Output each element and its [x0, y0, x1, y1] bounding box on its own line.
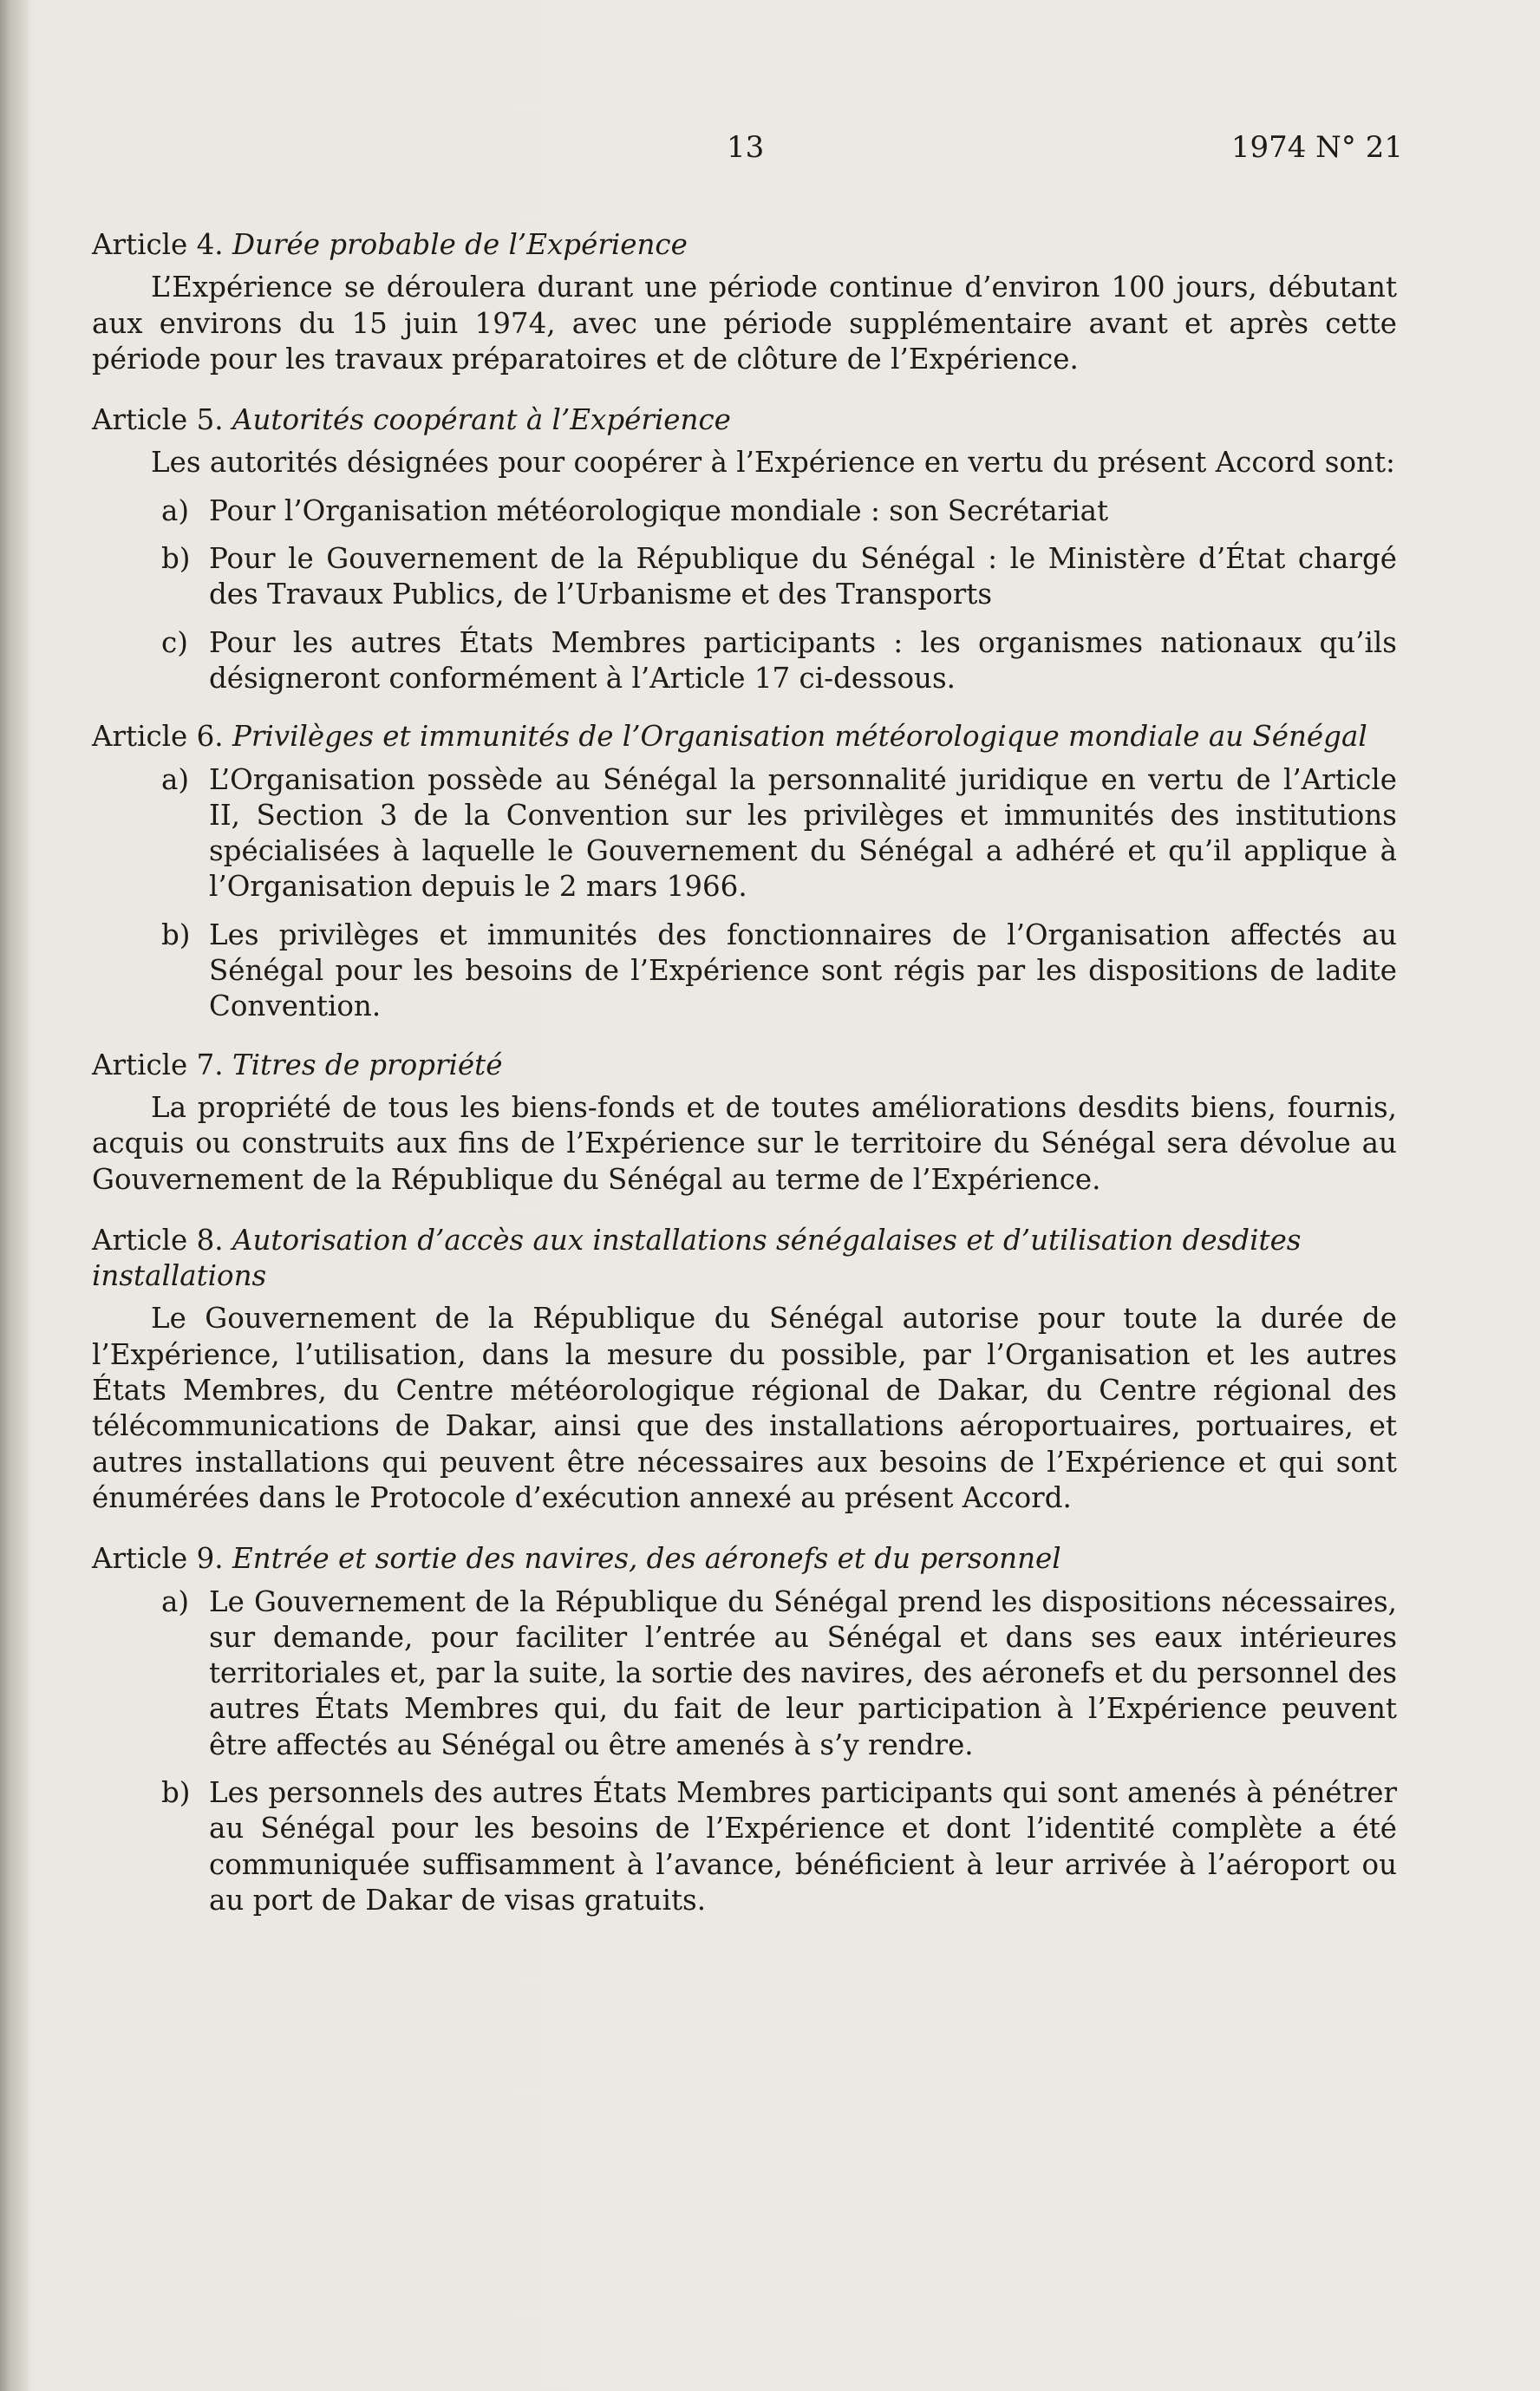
article-title: Autorités coopérant à l’Expérience	[232, 403, 731, 437]
article-paragraph: Les autorités désignées pour coopérer à l’Expérience en vertu du présent Accord sont:	[151, 446, 1395, 480]
item-label: b)	[161, 918, 191, 951]
article-items	[92, 493, 1397, 696]
list-item	[92, 625, 1397, 697]
list-item	[92, 541, 1397, 613]
article-paragraph: L’Expérience se déroulera durant une période continue d’environ 100 jours, débutant aux environs du 15 juin 1974, avec une période supplémentaire avant et après cette période pour les travaux préparatoires et de clôture de l’Expérience.	[92, 271, 1397, 376]
article-5	[92, 402, 1397, 696]
article-paragraph: Le Gouvernement de la République du Sénégal autorise pour toute la durée de l’Expérience, l’utilisation, dans la mesure du possible, par l’Organisation et les autres États Membres, du Centre météorologique régional de Dakar, du Centre régional des télécommunications de Dakar, ainsi que des installations aéroportuaires, portuaires, et autres installations qui peuvent être nécessaires aux besoins de l’Expérience et qui sont énumérées dans le Protocole d’exécution annexé au présent Accord.	[92, 1302, 1397, 1514]
article-title: Autorisation d’accès aux installations sénégalaises et d’utilisation desdites installations	[92, 1223, 1302, 1293]
item-label: b)	[161, 542, 191, 576]
page-header	[0, 130, 1540, 173]
article-7	[92, 1048, 1397, 1198]
article-8	[92, 1223, 1397, 1516]
article-title: Privilèges et immunités de l’Organisation météorologique mondiale au Sénégal	[232, 720, 1367, 754]
page-number: 13	[727, 130, 765, 165]
article-heading	[92, 1223, 1397, 1295]
article-heading	[92, 1541, 1397, 1577]
item-label: a)	[161, 1584, 190, 1618]
article-items	[92, 762, 1397, 1025]
article-number: Article 7.	[92, 1048, 224, 1081]
list-item	[92, 1775, 1397, 1918]
article-number: Article 4.	[92, 228, 224, 261]
article-number: Article 9.	[92, 1542, 224, 1576]
article-heading	[92, 227, 1397, 263]
article-title: Titres de propriété	[232, 1048, 503, 1081]
item-label: b)	[161, 1775, 191, 1809]
item-text: L’Organisation possède au Sénégal la personnalité juridique en vertu de l’Article II, Section 3 de la Convention sur les privilèges et immunités des institutions spécialisées à laquelle le Gouvernement du Sénégal a adhéré et qu’il applique à l’Organisation depuis le 2 mars 1966.	[209, 762, 1397, 904]
article-4	[92, 227, 1397, 377]
article-items	[92, 1584, 1397, 1919]
article-6	[92, 719, 1397, 1024]
list-item	[92, 1584, 1397, 1763]
list-item	[92, 918, 1397, 1025]
book-spine-shadow	[0, 0, 29, 2391]
article-heading	[92, 719, 1397, 755]
article-title: Entrée et sortie des navires, des aéronefs et du personnel	[232, 1542, 1061, 1576]
article-title: Durée probable de l’Expérience	[232, 228, 688, 261]
article-9	[92, 1541, 1397, 1918]
item-text: Pour l’Organisation météorologique mondiale : son Secrétariat	[209, 493, 1109, 527]
item-text: Pour le Gouvernement de la République du Sénégal : le Ministère d’État chargé des Travaux Publics, de l’Urbanisme et des Transports	[209, 542, 1397, 611]
item-text: Le Gouvernement de la République du Sénégal prend les dispositions nécessaires, sur demande, pour faciliter l’entrée au Sénégal et dans ses eaux intérieures territoriales et, par la suite, la sortie des navires, des aéronefs et du personnel des autres États Membres qui, du fait de leur participation à l’Expérience peuvent être affectés au Sénégal ou être amenés à s’y rendre.	[209, 1584, 1397, 1761]
document-reference: 1974 N° 21	[1230, 130, 1403, 165]
item-label: a)	[161, 762, 190, 796]
item-text: Les personnels des autres États Membres participants qui sont amenés à pénétrer au Sénégal pour les besoins de l’Expérience et dont l’identité complète a été communiquée suffisamment à l’avance, bénéficient à leur arrivée à l’aéroport ou au port de Dakar de visas gratuits.	[209, 1775, 1397, 1917]
article-heading	[92, 1048, 1397, 1083]
article-number: Article 6.	[92, 720, 224, 754]
item-label: c)	[161, 625, 188, 659]
list-item	[92, 762, 1397, 905]
item-label: a)	[161, 493, 190, 527]
list-item	[92, 493, 1397, 529]
article-number: Article 5.	[92, 403, 224, 437]
article-heading	[92, 402, 1397, 438]
item-text: Les privilèges et immunités des fonctionnaires de l’Organisation affectés au Sénégal pour les besoins de l’Expérience sont régis par les dispositions de ladite Convention.	[209, 918, 1397, 1023]
page-body	[92, 227, 1397, 1941]
article-paragraph: La propriété de tous les biens-fonds et de toutes améliorations desdits biens, fournis, acquis ou construits aux fins de l’Expérience sur le territoire du Sénégal sera dévolue au Gouvernement de la République du Sénégal au terme de l’Expérience.	[92, 1090, 1397, 1196]
article-number: Article 8.	[92, 1223, 224, 1257]
item-text: Pour les autres États Membres participants : les organismes nationaux qu’ils désigneront conformément à l’Article 17 ci-dessous.	[209, 625, 1397, 695]
